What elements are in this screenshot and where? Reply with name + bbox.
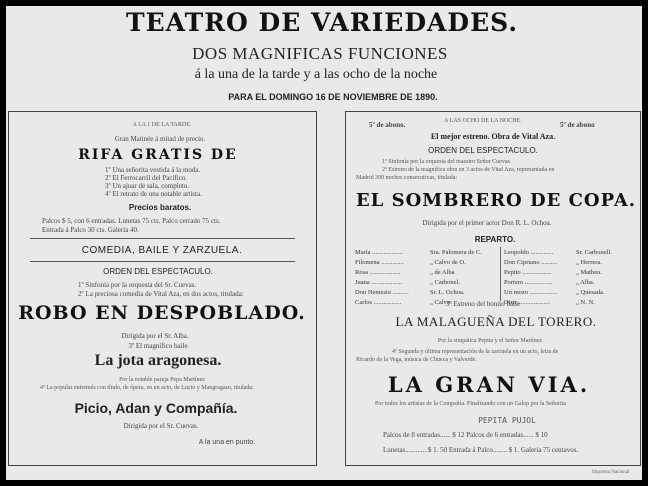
cast-role: Juana ................... [355,279,403,286]
divider [30,238,295,239]
zarzuela-title: LA GRAN VIA. [387,372,591,397]
dance-note: Por la simpática Pepita y el Señor Martínez [437,338,543,344]
cast-heading: REPARTO. [474,235,516,244]
cast-actor: „ Matheu. [576,269,602,276]
company-title: Picio, Adan y Compañía. [74,400,238,416]
matinee-time: A LA 1 DE LA TARDE. [132,122,192,128]
cast-role: Leopoldo .............. [504,249,554,256]
genre: COMEDIA, BAILE Y ZARZUELA. [81,245,243,256]
fourth-item: 4º La popular entremés con título, de ópera, en un acto, de Lucio y Mangragaso, titulada: [40,385,254,391]
cast-roles-right [504,248,557,308]
play-title: ROBO EN DESPOBLADO. [18,302,306,324]
cast-actor: „ Carbonel. [430,279,460,286]
abono-left: 5º de abono. [369,121,406,129]
cast-actor: „ Alba. [576,279,595,286]
headline: DOS MAGNIFICAS FUNCIONES [192,44,448,63]
premiere-note: El mejor estreno. Obra de Vital Aza. [430,132,556,141]
divider [30,261,295,262]
cast-role: Carlos ................. [355,299,402,306]
play-director: Dirigida por el Sr. Alba. [121,332,189,340]
cast-divider [500,247,501,301]
order-item: 1º Sinfonía por la orquesta del Sr. Cuevas. [78,281,197,289]
cast-role: Filomena .............. [355,259,404,266]
dance-title: LA MALAGUEÑA DEL TORERO. [395,314,597,329]
order-item: 1º Sinfonía por la orquesta del maestro Señor Cuevas. [382,159,512,165]
matinee-footer: A la una en punto. [198,439,256,446]
cast-role: Don Nemesio .......... [355,289,409,296]
play-director: Dirigida por el primer actor Don R. L. Ochoa. [422,219,552,227]
raffle-item: 1º Una señorita vestida á la moda. [105,166,201,174]
order-heading: ORDEN DEL ESPECTACULO. [428,146,538,155]
cast-role: Portero ................. [504,279,553,286]
order-heading: ORDEN DEL ESPECTACULO. [103,267,213,276]
cast-actor: Sr. Carbonell. [576,249,612,256]
cast-role: Rosa ................... [355,269,401,276]
cast-roles-left [355,248,409,308]
play-title: EL SOMBRERO DE COPA. [355,190,637,211]
fourth-item: 4º Segunda y última representación de la zarzuela en un acto, letra de [392,349,559,355]
cast-actor: „ Herrera. [576,259,602,266]
price-line: Palcos de 8 entradas...... $ 12 Palcos de 6 entradas...... $ 10 [383,431,548,439]
raffle-item: 2º El Ferrocarril del Pacífico. [105,174,188,182]
cast-actor: „ N. N. [576,299,595,306]
show-date: PARA EL DOMINGO 16 DE NOVIEMBRE DE 1890. [228,92,438,102]
evening-time: A LAS OCHO DE LA NOCHE. [444,118,522,124]
dancer-name: PEPITA PUJOL [478,416,536,425]
matinee-note: Gran Matinée á mitad de precio. [114,135,206,143]
third-item: 3º Estreno del bonito baile [445,300,521,308]
price-line: Lunetas............ $ 1. 50 Entrada á Palco........ $ 1. Galería 75 centavos. [383,446,579,454]
cast-actor: „ Calvo de O. [430,259,466,266]
order-item: Madrid 300 noches consecutivas, titulada: [356,175,458,181]
show-times: á la una de la tarde y a las ocho de la noche [194,67,438,82]
cast-role: Don Cipriano .......... [504,259,558,266]
cast-actors-right [576,248,612,308]
raffle-item: 3º Un ajuar de sala, completo. [105,182,190,190]
order-item: 2º Estreno de la magnífica obra en 3 actos de Vital Aza, representada en [382,167,555,173]
cast-actor: „ Calvo. [430,299,452,306]
zarzuela-note: Por todos los artistas de la Compañía. Finalizando con un Galop por la Señorita [375,401,566,407]
cast-role: Pepito .................. [504,269,552,276]
printer-imprint: Imprenta Nacional [592,470,630,475]
cast-actor: „ Quesada. [576,289,605,296]
raffle-item: 4º El retrato de una notable artista. [105,190,202,198]
abono-right: 5º de abono [560,121,595,129]
dance-title: La jota aragonesa. [94,352,222,369]
cast-role: María ................... [355,249,404,256]
cast-actor: Sra. Palomera de C. [430,249,482,256]
third-item: 3º El magnífico baile [128,342,188,350]
fourth-item: Ricardo de la Vega, música de Chueca y Valverde. [356,357,477,363]
cast-actor: Sr. L. Ochoa. [430,289,465,296]
prices-title: Precios baratos. [128,203,192,212]
price-line: Entrada á Palco 30 cts. Galería 40. [42,226,139,234]
cast-role: Un mozo ................. [504,289,558,296]
order-item: 2º La preciosa comedia de Vital Aza, en dos actos, titulada: [78,290,244,298]
cast-actors-left [430,248,482,308]
raffle-title: RIFA GRATIS DE [78,147,238,163]
dance-note: Por la notable pareja Pepa Martínez [119,377,205,383]
price-line: Palcos $ 5, con 6 entradas. Lunetas 75 cts. Palco cerrado 75 cts. [42,217,221,225]
company-director: Dirigida por el Sr. Cuevas. [123,422,199,430]
theatre-title: TEATRO DE VARIEDADES. [125,8,519,37]
cast-role: Otro .................... [504,299,551,306]
cast-actor: „ de Alba [430,269,455,276]
